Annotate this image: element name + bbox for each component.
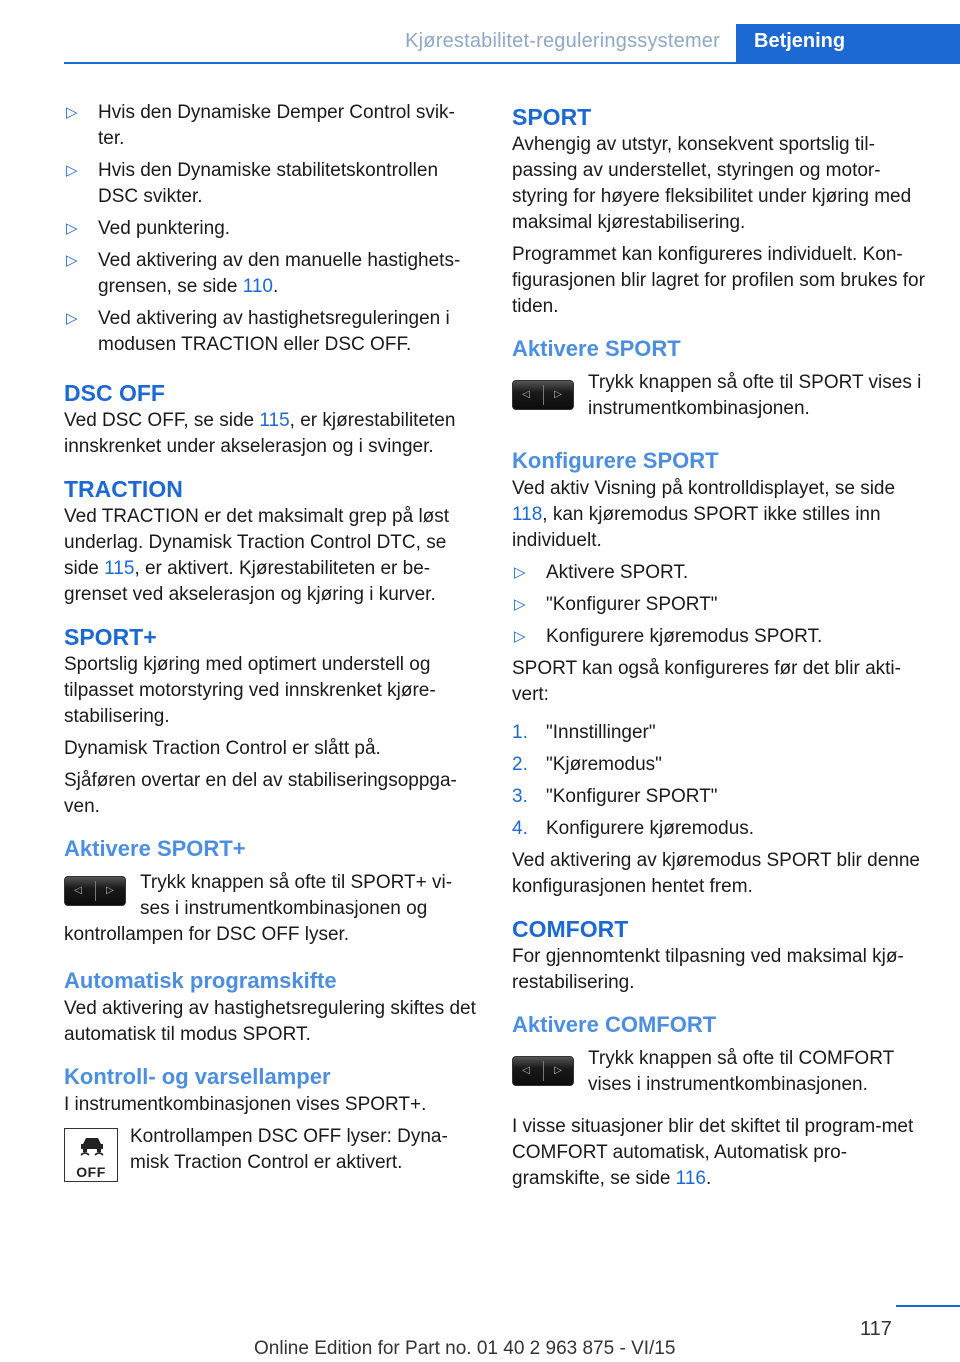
dsc-off-lamp-block bbox=[64, 1124, 478, 1186]
footer-rule bbox=[896, 1305, 960, 1307]
list-item: ▷ "Konfigurer SPORT" bbox=[512, 592, 928, 618]
page-link-118[interactable]: 118 bbox=[512, 504, 543, 525]
activate-sport-text: Trykk knappen så ofte til SPORT vises i instrumentkombinasjonen. bbox=[588, 372, 922, 419]
heading-activate-sport-plus: Aktivere SPORT+ bbox=[64, 836, 246, 861]
list-item: 4. Konfigurere kjøremodus. bbox=[512, 818, 755, 839]
triangle-bullet-icon: ▷ bbox=[66, 220, 78, 237]
list-item: ▷ Konfigurere kjøremodus SPORT. bbox=[512, 624, 928, 650]
configure-bullet-list bbox=[512, 560, 928, 650]
sport-paragraph: Programmet kan konfigureres individuelt. Kon-figurasjonen blir lagret for profilen som brukes for tiden. bbox=[512, 244, 925, 317]
activate-comfort-text: Trykk knappen så ofte til COMFORT vises i instrumentkombinasjonen. bbox=[588, 1048, 894, 1095]
list-item: ▷ Ved punktering. bbox=[64, 216, 478, 242]
header-chapter-tab[interactable]: Betjening bbox=[736, 24, 960, 64]
heading-configure-sport: Konfigurere SPORT bbox=[512, 448, 719, 473]
lamp-description: Kontrollampen DSC OFF lyser: Dyna-misk Traction Control er aktivert. bbox=[130, 1126, 448, 1173]
page-link-116[interactable]: 116 bbox=[675, 1168, 706, 1189]
triangle-bullet-icon: ▷ bbox=[66, 104, 78, 121]
header-rule bbox=[64, 62, 960, 64]
sport-paragraph: Avhengig av utstyr, konsekvent sportslig til-passing av understellet, styringen og motor-styring for høyere fleksibilitet under kjøring med maksimal kjørestabilisering. bbox=[512, 134, 912, 233]
traction-paragraph: Ved TRACTION er det maksimalt grep på løst underlag. Dynamisk Traction Control DTC, se side 115, er aktivert. Kjørestabiliteten er be-grenset ved akselerasjon og kjøring i kurver. bbox=[64, 506, 450, 605]
triangle-bullet-icon: ▷ bbox=[66, 310, 78, 327]
activate-sport-block bbox=[512, 370, 928, 432]
list-item: ▷ Hvis den Dynamiske stabilitetskontrollen DSC svikter. bbox=[64, 158, 478, 210]
triangle-bullet-icon: ▷ bbox=[514, 628, 526, 645]
page-link-110[interactable]: 110 bbox=[242, 276, 273, 297]
lamps-paragraph: I instrumentkombinasjonen vises SPORT+. bbox=[64, 1094, 427, 1115]
activate-comfort-block bbox=[512, 1046, 928, 1108]
configure-before-paragraph: SPORT kan også konfigureres før det blir akti-vert: bbox=[512, 658, 901, 705]
configure-after-paragraph: Ved aktivering av kjøremodus SPORT blir denne konfigurasjonen hentet frem. bbox=[512, 850, 920, 897]
triangle-bullet-icon: ▷ bbox=[66, 162, 78, 179]
page-link-115[interactable]: 115 bbox=[104, 558, 135, 579]
page-number: 117 bbox=[860, 1318, 892, 1340]
activate-sport-plus-text: Trykk knappen så ofte til SPORT+ vi-ses i instrumentkombinasjonen og kontrollampen for DSC OFF lyser. bbox=[64, 872, 453, 945]
page-link-115[interactable]: 115 bbox=[259, 410, 290, 431]
heading-comfort: COMFORT bbox=[512, 916, 629, 942]
triangle-bullet-icon: ▷ bbox=[514, 596, 526, 613]
sport-plus-paragraph: Dynamisk Traction Control er slått på. bbox=[64, 738, 381, 759]
edition-footer: Online Edition for Part no. 01 40 2 963 875 - VI/15 bbox=[254, 1338, 676, 1359]
auto-comfort-paragraph: I visse situasjoner blir det skiftet til program-met COMFORT automatisk, Automatisk pro-gramskifte, se side 116. bbox=[512, 1116, 914, 1189]
header-section-title: Kjørestabilitet-reguleringssystemer bbox=[405, 30, 720, 52]
list-item: 2. "Kjøremodus" bbox=[512, 754, 662, 775]
list-item: 3. "Konfigurer SPORT" bbox=[512, 786, 718, 807]
list-item: ▷ Ved aktivering av den manuelle hastighets-grensen, se side 110. bbox=[64, 248, 478, 300]
list-item: 1. "Innstillinger" bbox=[512, 722, 656, 743]
comfort-paragraph: For gjennomtenkt tilpasning ved maksimal kjø-restabilisering. bbox=[512, 946, 904, 993]
triangle-bullet-icon: ▷ bbox=[514, 564, 526, 581]
list-item: ▷ Hvis den Dynamiske Demper Control svik-ter. bbox=[64, 100, 478, 152]
heading-auto-shift: Automatisk programskifte bbox=[64, 968, 337, 993]
heading-activate-comfort: Aktivere COMFORT bbox=[512, 1012, 717, 1037]
sport-plus-paragraph: Sjåføren overtar en del av stabiliseringsoppga-ven. bbox=[64, 770, 457, 817]
list-item: ▷ Aktivere SPORT. bbox=[512, 560, 928, 586]
list-item: ▷ Ved aktivering av hastighetsreguleringen i modusen TRACTION eller DSC OFF. bbox=[64, 306, 478, 358]
driving-mode-button-icon: ◁ ▷ bbox=[512, 1056, 574, 1086]
dsc-off-lamp-icon: OFF bbox=[64, 1128, 118, 1182]
sport-plus-paragraph: Sportslig kjøring med optimert understell og tilpasset motorstyring ved innskrenket kjøre-stabilisering. bbox=[64, 654, 436, 727]
heading-sport-plus: SPORT+ bbox=[64, 624, 157, 650]
triangle-bullet-icon: ▷ bbox=[66, 252, 78, 269]
dsc-off-paragraph: Ved DSC OFF, se side 115, er kjørestabiliteten innskrenket under akselerasjon og i svinger. bbox=[64, 410, 456, 457]
auto-shift-paragraph: Ved aktivering av hastighetsregulering skiftes det automatisk til modus SPORT. bbox=[64, 998, 476, 1045]
heading-activate-sport: Aktivere SPORT bbox=[512, 336, 681, 361]
configure-sport-paragraph: Ved aktiv Visning på kontrolldisplayet, se side 118, kan kjøremodus SPORT ikke stilles inn individuelt. bbox=[512, 478, 896, 551]
driving-mode-button-icon: ◁ ▷ bbox=[512, 380, 574, 410]
skidding-car-icon bbox=[77, 1135, 107, 1157]
activate-sport-plus-block bbox=[64, 870, 478, 948]
failure-bullet-list bbox=[64, 100, 478, 358]
heading-dsc-off: DSC OFF bbox=[64, 380, 165, 406]
driving-mode-button-icon: ◁ ▷ bbox=[64, 876, 126, 906]
heading-lamps: Kontroll- og varsellamper bbox=[64, 1064, 331, 1089]
right-column bbox=[512, 100, 928, 1198]
heading-traction: TRACTION bbox=[64, 476, 183, 502]
configure-steps-list bbox=[512, 720, 928, 842]
heading-sport: SPORT bbox=[512, 104, 592, 130]
left-column bbox=[64, 100, 478, 1192]
